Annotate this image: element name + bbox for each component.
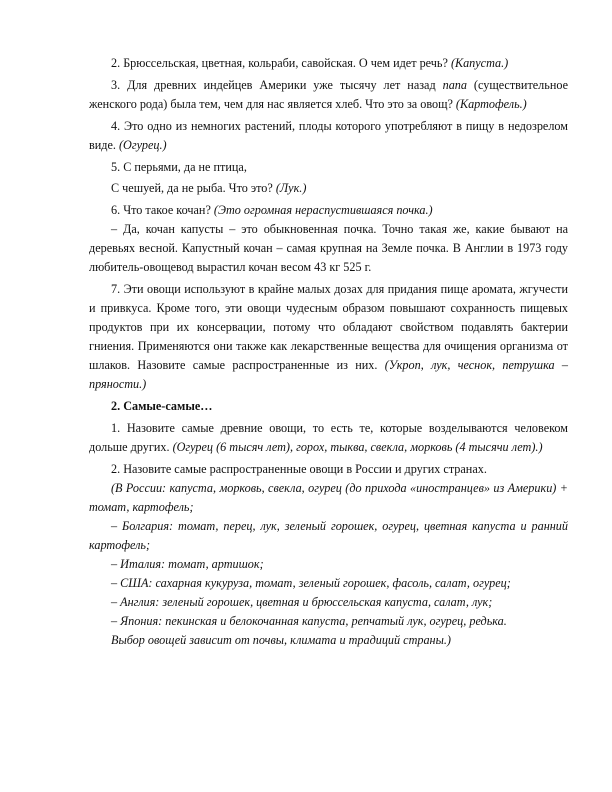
answer-bulgaria: – Болгария: томат, перец, лук, зеленый горошек, огурец, цветная капуста и ранний картофель;	[89, 519, 568, 552]
document-page	[89, 54, 568, 650]
answer-conclusion: Выбор овощей зависит от почвы, климата и традиций страны.)	[111, 633, 451, 647]
section-question-1: 1. Назовите самые древние овощи, то есть те, которые возделываются человеком дольше других. (Огурец (6 тысяч лет), горох, тыква, свекла, морковь (4 тысячи лет).)	[89, 421, 568, 454]
question-4: 4. Это одно из немногих растений, плоды которого употребляют в пищу в недозрелом виде. (Огурец.)	[89, 119, 568, 152]
answer-usa: – США: сахарная кукуруза, томат, зеленый горошек, фасоль, салат, огурец;	[111, 576, 511, 590]
answer-7: (Укроп, лук, чеснок, петрушка – пряности.)	[89, 358, 568, 391]
answer-4: (Огурец.)	[118, 138, 167, 152]
section-heading: 2. Самые-самые…	[111, 399, 213, 413]
answer-england: – Англия: зеленый горошек, цветная и брюссельская капуста, салат, лук;	[111, 595, 493, 609]
question-7: 7. Эти овощи используют в крайне малых дозах для придания пище аромата, жгучести и привкуса. Кроме того, эти овощи чудесным образом повышают сохранность пищевых продуктов при их консервации, потому что обладают свойством подавлять бактерии гниения. Применяются они также как лекарственные вещества для очищения организма от шлаков. Назовите самые распространенные из них. (Укроп, лук, чеснок, петрушка – пряности.)	[89, 282, 568, 391]
answer-5: (Лук.)	[275, 181, 307, 195]
question-3: 3. Для древних индейцев Америки уже тысячу лет назад папа (существительное женского рода) была тем, чем для нас является хлеб. Что это за овощ? (Картофель.)	[89, 78, 568, 111]
question-2: 2. Брюссельская, цветная, кольраби, савойская. О чем идет речь? (Капуста.)	[111, 56, 509, 70]
word-papa: папа	[442, 78, 467, 92]
question-6-explanation: – Да, кочан капусты – это обыкновенная почка. Точно такая же, какие бывают на деревьях весной. Капустный кочан – самая крупная на Земле почка. В Англии в 1973 году любитель-овощевод вырастил кочан весом 43 кг 525 г.	[89, 222, 568, 274]
answer-3: (Картофель.)	[455, 97, 527, 111]
question-6: 6. Что такое кочан? (Это огромная нераспустившаяся почка.)	[111, 203, 433, 217]
answer-italy: – Италия: томат, артишок;	[111, 557, 264, 571]
answer-2: (Капуста.)	[450, 56, 509, 70]
answer-russia: (В России: капуста, морковь, свекла, огурец (до прихода «иностранцев» из Америки) + томат, картофель;	[89, 481, 568, 514]
question-5-line-1: 5. С перьями, да не птица,	[111, 160, 247, 174]
section-question-2: 2. Назовите самые распространенные овощи в России и других странах.	[111, 462, 487, 476]
answer-6: (Это огромная нераспустившаяся почка.)	[213, 203, 433, 217]
section-answer-1: (Огурец (6 тысяч лет), горох, тыква, свекла, морковь (4 тысячи лет).)	[172, 440, 543, 454]
question-5-line-2: С чешуей, да не рыба. Что это? (Лук.)	[111, 181, 307, 195]
answer-japan: – Япония: пекинская и белокочанная капуста, репчатый лук, огурец, редька.	[111, 614, 507, 628]
